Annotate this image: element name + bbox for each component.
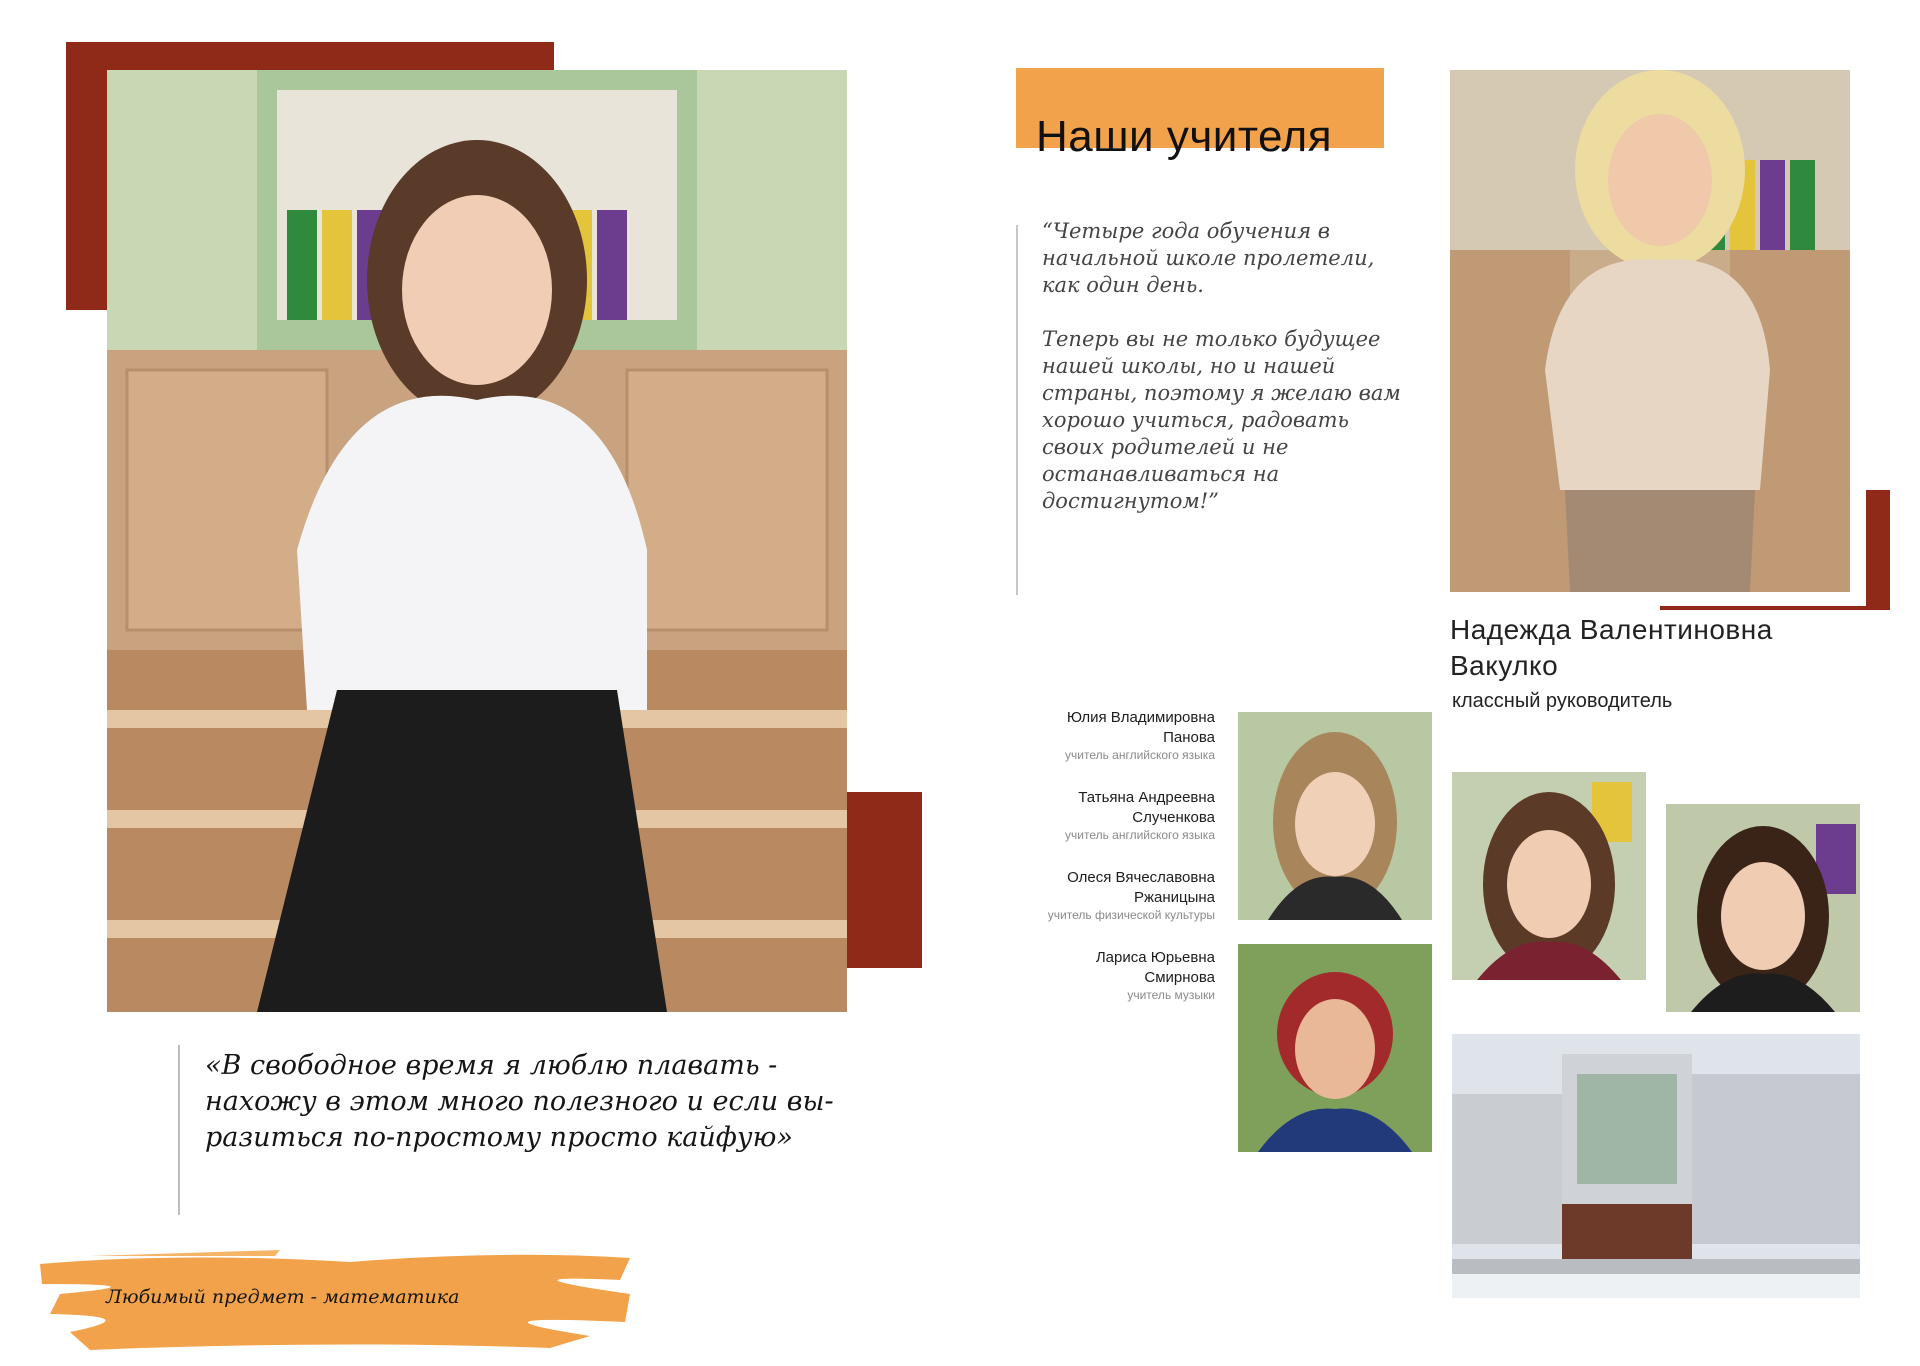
teacher-role: учитель музыки: [1127, 988, 1215, 1002]
teacher-quote-line: своих родителей и не: [1042, 435, 1289, 459]
main-teacher-role: классный руководитель: [1452, 690, 1673, 712]
student-quote-line: разиться по-простому просто кайфую»: [205, 1122, 793, 1153]
student-quote-line: нахожу в этом много полезного и если вы-: [205, 1086, 834, 1117]
teacher-name-line: Лариса Юрьевна: [1095, 949, 1215, 966]
teacher-photo: [1238, 712, 1432, 920]
teacher-name-line: Смирнова: [1144, 969, 1215, 986]
quote-divider-line: [178, 1045, 180, 1215]
teacher-role: учитель физической культуры: [1047, 908, 1215, 922]
teacher-quote-line: как один день.: [1042, 273, 1204, 297]
teacher-quote-line: начальной школе пролетели,: [1042, 246, 1375, 270]
main-teacher-photo: [1450, 70, 1850, 592]
teacher-quote-line: “Четыре года обучения в: [1042, 219, 1331, 243]
teacher-entry: [955, 868, 1215, 922]
teacher-quote-divider: [1016, 225, 1018, 595]
teacher-name-line: Слученкова: [1132, 809, 1215, 826]
main-teacher-name-line: Надежда Валентиновна: [1450, 614, 1773, 645]
teacher-role: учитель английского языка: [1065, 828, 1215, 842]
section-title: Наши учителя: [1036, 112, 1333, 161]
teacher-role: учитель английского языка: [1065, 748, 1215, 762]
school-building-photo: [1452, 1034, 1860, 1298]
main-teacher-name: [1450, 612, 1773, 684]
favorite-subject-text: Любимый предмет - математика: [106, 1286, 460, 1308]
teacher-quote-line: нашей школы, но и нашей: [1042, 354, 1336, 378]
teacher-name-line: Юлия Владимировна: [1066, 709, 1215, 726]
teacher-photo: [1238, 944, 1432, 1152]
teacher-entry: [955, 788, 1215, 842]
main-teacher-name-line: Вакулко: [1450, 650, 1559, 681]
teacher-name-line: Ржаницына: [1133, 889, 1215, 906]
student-portrait-photo: [107, 70, 847, 1012]
teacher-name-line: Олеся Вячеславовна: [1067, 869, 1215, 886]
teacher-quote-line: страны, поэтому я желаю вам: [1042, 381, 1401, 405]
teacher-entry: [955, 948, 1215, 1002]
teacher-quote-line: достигнутом!”: [1042, 489, 1219, 513]
teacher-quote-line: останавливаться на: [1042, 462, 1280, 486]
student-quote: [205, 1048, 925, 1156]
teacher-quote: [1042, 218, 1442, 542]
teacher-photo: [1666, 804, 1860, 1012]
student-quote-line: «В свободное время я люблю плавать -: [205, 1050, 778, 1081]
teacher-name-line: Татьяна Андреевна: [1078, 789, 1215, 806]
teacher-quote-line: хорошо учиться, радовать: [1042, 408, 1349, 432]
teacher-quote-line: Теперь вы не только будущее: [1042, 327, 1381, 351]
teacher-photo: [1452, 772, 1646, 980]
teacher-name-line: Панова: [1163, 729, 1215, 746]
teacher-entry: [955, 708, 1215, 762]
